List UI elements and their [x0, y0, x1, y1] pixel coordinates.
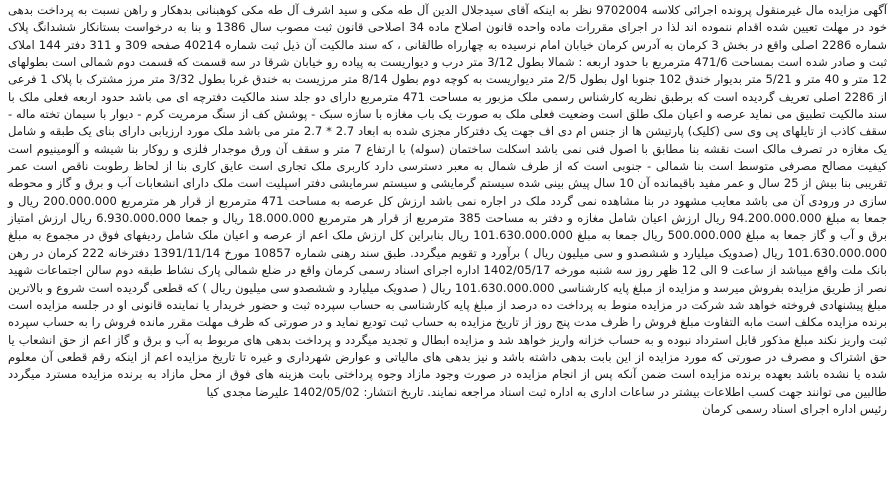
- notice-body: آگهی مزایده مال غیرمنقول پرونده اجرائی کلاسه 9702004 نظر به اینکه آقای سیدجلال الدین آل طه مکی و سید اشرف آل طه مکی کوهبنانی بدهکار و راهن نسبت به پرداخت بدهی خود در مهلت تعیین شده اقدام ننموده اند لذا در اجرای مقررات ماده واحده قانون اصلاح ماده 34 اصلاحی قانون ثبت مصوب سال 1386 و بنا به درخواست بستانکار ششدانگ پلاک شماره 2286 اصلی واقع در بخش 3 کرمان به آدرس کرمان خیابان امام نرسیده به چهارراه طالقانی ، که سند مالکیت آن ذیل ثبت شماره 40214 صفحه 309 و 311 دفتر 144 املاک ثبت و صادر شده است بمساحت 471/6 مترمربع با حدود اربعه : شمالا بطول 3/12 متر درب و دیواریست به پیاده رو خیابان شرقا در سه قسمت که قسمت دوم شمالی است بطولهای 12 متر و 40 متر و 5/21 متر بدیوار خندق 102 جنوبا اول بطول 2/5 متر دیواریست به کوچه دوم بطول 8/14 متر مرزیست به خندق غربا بطول 3/32 متر مرز مشترک با پلاک 1 فرعی از 2286 اصلی تعریف گردیده است که برطبق نظریه کارشناس رسمی ملک مزبور به مساحت 471 مترمربع دارای دو جلد سند مالکیت دفترچه ای می باشد حدود اربعه فعلی ملک با سند مالکیت تطبیق می نماید عرصه و اعیان ملک طلق است وضعیت فعلی ملک به صورت یک باب مغازه با سازه سبک - پوشش کف از سنگ مرمریت کرم - دیوار با سیمان تخته ماله - سقف کاذب از تایلهای پی وی سی (کلیک) پارتیشن ها از جنس ام دی اف جهت یک دفترکار مجزی شده به ابعاد 2.7 * 2.7 متر می باشد ملک مورد ارزیابی دارای بنای یک طبقه و شامل یک مغازه در تصرف مالک است نقشه بنا مطابق با اصول فنی نمی باشد اسکلت ساختمان (سوله) با ارتفاع 7 متر و سقف آن ورق موجدار فلزی و روکار بنا شیشه و آلومینیوم است کیفیت مصالح مصرفی متوسط است بنا شمالی - جنوبی است که از طرف شمال به معبر دسترسی دارد کاربری ملک تجاری است عایق کاری بنا از لحاظ رطوبت ناقص است عمر تقریبی بنا بیش از 25 سال و عمر مفید باقیمانده آن 10 سال پیش بینی شده سیستم گرمایشی و سیستم سرمایشی دفتر اسپلیت است ملک دارای انشعابات آب و برق و گاز و محوطه سازی در ورودی آن می باشد معایب مشهود در بنا مشاهده نمی گردد ملک در اجاره نمی باشد ارزش کل عرصه به مساحت 471 مترمربع از قرار هر مترمربع 200.000.000 ریال و جمعا به مبلغ 94.200.000.000 ریال ارزش اعیان شامل مغازه و دفتر به مساحت 385 مترمربع از قرار هر مترمربع 18.000.000 ریال و جمعا 6.930.000.000 ریال ارزش امتیاز برق و آب و گاز جمعا به مبلغ 500.000.000 ریال جمعا به مبلغ 101.630.000.000 ریال بنابراین کل ارزش ملک اعم از عرصه و اعیان ملک شامل ردیفهای فوق در مجموع به مبلغ 101.630.000.000 ریال (صدویک میلیارد و ششصدو و سی میلیون ریال ) برآورد و تقویم میگردد. طبق سند رهنی شماره 10857 مورخ 1391/11/14 دفترخانه 222 کرمان در رهن بانک ملت واقع میباشد از ساعت 9 الی 12 ظهر روز سه شنبه مورخه 1402/05/17 اداره اجرای اسناد رسمی کرمان واقع در ضلع شمالی پارک نشاط طبقه دوم سالن اجتماعات شهید نصر از طریق مزایده بفروش میرسد و مزایده از مبلغ پایه کارشناسی 101.630.000.000 ریال ( صدویک میلیارد و ششصدو سی میلیون ریال ) که قطعی گردیده است شروع و بالاترین مبلغ پیشنهادی فروخته خواهد شد شرکت در مزایده منوط به پرداخت ده درصد از مبلغ پایه کارشناسی به حساب سپرده ثبت و حضور خریدار یا نماینده قانونی او در جلسه مزایده است برنده مزایده مکلف است مابه التفاوت مبلغ فروش را ظرف مدت پنج روز از تاریخ مزایده به حساب ثبت تودیع نماید و در صورتی که ظرف مهلت مقرر مانده فروش را به حساب سپرده ثبت واریز نکند مبلغ مذکور قابل استرداد نبوده و به حساب خزانه واریز خواهد شد و مزایده ابطال و تجدید میگردد و پرداخت بدهی های مربوط به آب و برق و گاز اعم از حق انشعاب یا حق اشتراک و مصرف در صورتی که مورد مزایده از این بابت بدهی داشته باشد و نیز بدهی های مالیاتی و عوارض شهرداری و غیره تا تاریخ مزایده اعم از اینکه رقم قطعی آن معلوم شده یا نشده باشد بعهده برنده مزایده است ضمن آنکه پس از انجام مزایده در صورت وجود مازاد وجوه پرداختی بابت هزینه های فوق از محل مازاد به برنده مزایده مسترد میگردد طالبین می توانند جهت کسب اطلاعات بیشتر در ساعات اداری به اداره ثبت اسناد مراجعه نمایند. تاریخ انتشار: 1402/05/02 علیرضا مجدی کیا: [8, 3, 888, 399]
- notice-signature: رئیس اداره اجرای اسناد رسمی کرمان: [702, 401, 887, 416]
